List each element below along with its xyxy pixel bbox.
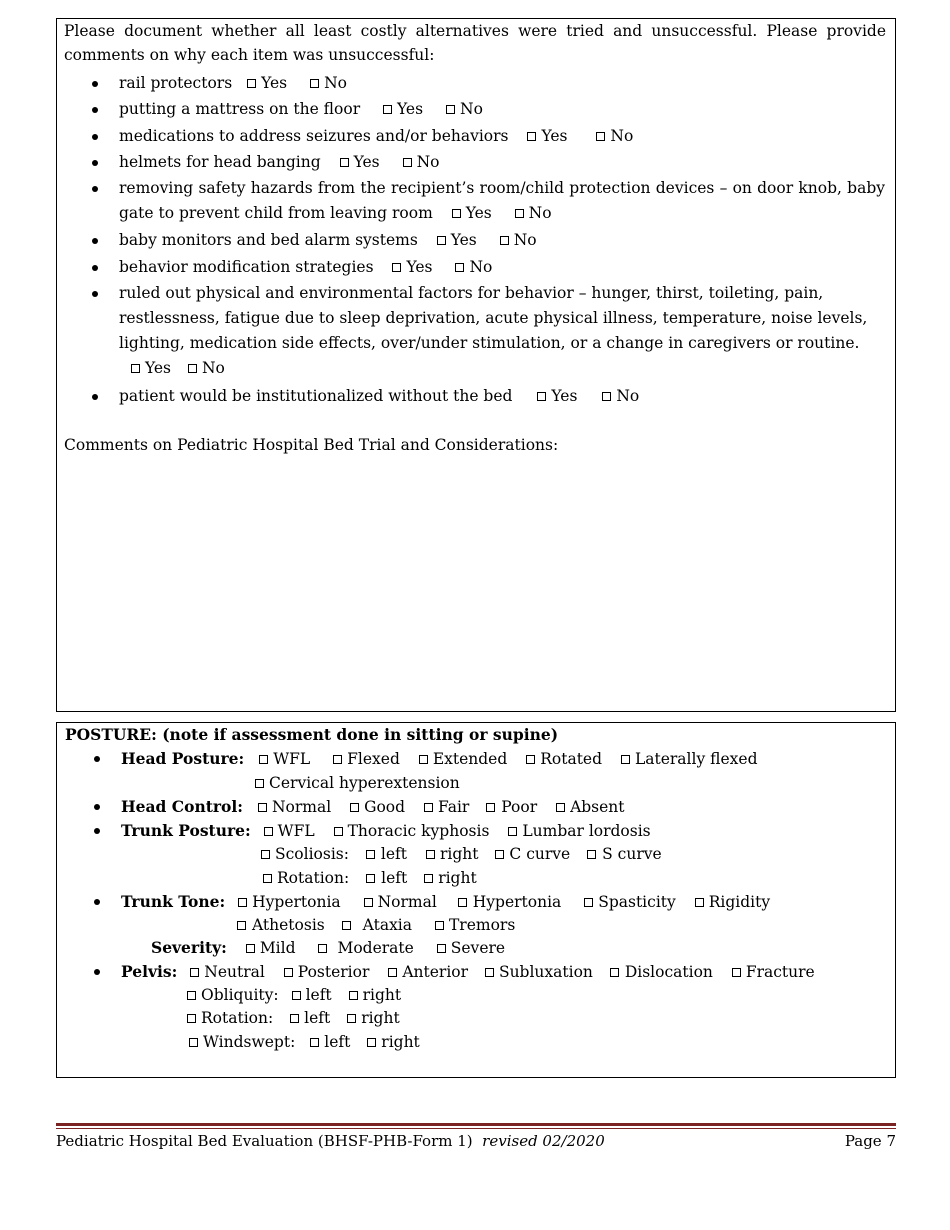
anterior-checkbox[interactable] bbox=[388, 968, 397, 977]
no-checkbox[interactable] bbox=[596, 132, 605, 141]
left-checkbox[interactable] bbox=[310, 1038, 319, 1047]
pelvis-rotation-row: Rotation: left right bbox=[187, 1006, 400, 1030]
scoliosis-checkbox[interactable] bbox=[261, 850, 270, 859]
laterally-flexed-checkbox[interactable] bbox=[621, 755, 630, 764]
bullet-icon bbox=[94, 756, 100, 762]
list-item: rail protectors Yes No bbox=[119, 71, 885, 96]
fair-checkbox[interactable] bbox=[424, 803, 433, 812]
s-curve-checkbox[interactable] bbox=[587, 850, 596, 859]
no-checkbox[interactable] bbox=[515, 209, 524, 218]
no-checkbox[interactable] bbox=[455, 263, 464, 272]
yes-checkbox[interactable] bbox=[340, 158, 349, 167]
trunk-posture-label: Trunk Posture: bbox=[121, 821, 251, 840]
wfl-checkbox[interactable] bbox=[259, 755, 268, 764]
no-checkbox[interactable] bbox=[602, 392, 611, 401]
trunk-tone-row: Trunk Tone: Hypertonia Normal Hypertonia Spasticity Rigidity bbox=[121, 892, 771, 911]
footer-form-title: Pediatric Hospital Bed Evaluation (BHSF-PHB-Form 1) revised 02/2020 bbox=[56, 1132, 605, 1150]
severity-label: Severity: bbox=[151, 938, 227, 957]
left-checkbox[interactable] bbox=[292, 991, 301, 1000]
c-curve-checkbox[interactable] bbox=[495, 850, 504, 859]
moderate-checkbox[interactable] bbox=[318, 944, 327, 953]
trunk-tone-row-2: Athetosis Ataxia Tremors bbox=[237, 913, 515, 937]
list-item: helmets for head banging Yes No bbox=[119, 150, 885, 175]
no-checkbox[interactable] bbox=[310, 79, 319, 88]
normal-checkbox[interactable] bbox=[258, 803, 267, 812]
yes-checkbox[interactable] bbox=[247, 79, 256, 88]
list-item: patient would be institutionalized without the bed Yes No bbox=[119, 384, 885, 409]
bullet-icon bbox=[94, 969, 100, 975]
hypertonia-checkbox[interactable] bbox=[238, 898, 247, 907]
list-item: removing safety hazards from the recipient’s room/child protection devices – on door knob, baby gate to prevent child from leaving room Yes No bbox=[119, 176, 885, 226]
rigidity-checkbox[interactable] bbox=[695, 898, 704, 907]
severity-row: Severity: Mild Moderate Severe bbox=[151, 938, 506, 957]
alternatives-intro: Please document whether all least costly alternatives were tried and unsuccessful. Please provide comments on why each item was unsuccessful: bbox=[64, 22, 886, 64]
lumbar-lordosis-checkbox[interactable] bbox=[508, 827, 517, 836]
head-posture-label: Head Posture: bbox=[121, 749, 245, 768]
right-checkbox[interactable] bbox=[367, 1038, 376, 1047]
yes-checkbox[interactable] bbox=[392, 263, 401, 272]
head-control-label: Head Control: bbox=[121, 797, 244, 816]
alternatives-section bbox=[56, 18, 896, 712]
windswept-row: Windswept: left right bbox=[189, 1030, 420, 1054]
bullet-icon bbox=[92, 394, 98, 400]
pelvis-row: Pelvis: Neutral Posterior Anterior Subluxation Dislocation Fracture bbox=[121, 962, 815, 981]
hypertonia-checkbox[interactable] bbox=[458, 898, 467, 907]
thoracic-kyphosis-checkbox[interactable] bbox=[334, 827, 343, 836]
footer-revised: revised 02/2020 bbox=[482, 1132, 605, 1150]
yes-checkbox[interactable] bbox=[527, 132, 536, 141]
wfl-checkbox[interactable] bbox=[264, 827, 273, 836]
left-checkbox[interactable] bbox=[366, 850, 375, 859]
bullet-icon bbox=[92, 134, 98, 140]
cervical-hyperextension-checkbox[interactable] bbox=[255, 779, 264, 788]
subluxation-checkbox[interactable] bbox=[485, 968, 494, 977]
tremors-checkbox[interactable] bbox=[435, 921, 444, 930]
bullet-icon bbox=[92, 81, 98, 87]
obliquity-row: Obliquity: left right bbox=[187, 983, 401, 1007]
rotated-checkbox[interactable] bbox=[526, 755, 535, 764]
posterior-checkbox[interactable] bbox=[284, 968, 293, 977]
yes-checkbox[interactable] bbox=[131, 364, 140, 373]
neutral-checkbox[interactable] bbox=[190, 968, 199, 977]
trunk-posture-row: Trunk Posture: WFL Thoracic kyphosis Lumbar lordosis bbox=[121, 821, 651, 840]
no-checkbox[interactable] bbox=[446, 105, 455, 114]
no-checkbox[interactable] bbox=[500, 236, 509, 245]
yes-checkbox[interactable] bbox=[452, 209, 461, 218]
pelvis-label: Pelvis: bbox=[121, 962, 178, 981]
bullet-icon bbox=[92, 238, 98, 244]
list-item: medications to address seizures and/or behaviors Yes No bbox=[119, 124, 885, 149]
rotation-checkbox[interactable] bbox=[263, 874, 272, 883]
left-checkbox[interactable] bbox=[290, 1014, 299, 1023]
extended-checkbox[interactable] bbox=[419, 755, 428, 764]
comments-area[interactable] bbox=[64, 461, 886, 705]
bullet-icon bbox=[92, 186, 98, 192]
left-checkbox[interactable] bbox=[366, 874, 375, 883]
fracture-checkbox[interactable] bbox=[732, 968, 741, 977]
list-item: ruled out physical and environmental factors for behavior – hunger, thirst, toileting, pain, restlessness, fatigue due to sleep deprivation, acute physical illness, temperature, noise levels, lighting, medication side effects, over/under stimulation, or a change in caregivers or routine. Yes No bbox=[119, 281, 885, 381]
head-posture-row-2: Cervical hyperextension bbox=[255, 771, 460, 795]
posture-heading: POSTURE: (note if assessment done in sitting or supine) bbox=[65, 725, 559, 744]
posture-section bbox=[56, 722, 896, 1078]
bullet-icon bbox=[94, 828, 100, 834]
good-checkbox[interactable] bbox=[350, 803, 359, 812]
bullet-icon bbox=[92, 160, 98, 166]
trunk-tone-label: Trunk Tone: bbox=[121, 892, 226, 911]
absent-checkbox[interactable] bbox=[556, 803, 565, 812]
severe-checkbox[interactable] bbox=[437, 944, 446, 953]
flexed-checkbox[interactable] bbox=[333, 755, 342, 764]
right-checkbox[interactable] bbox=[347, 1014, 356, 1023]
yes-checkbox[interactable] bbox=[437, 236, 446, 245]
bullet-icon bbox=[92, 291, 98, 297]
dislocation-checkbox[interactable] bbox=[610, 968, 619, 977]
windswept-checkbox[interactable] bbox=[189, 1038, 198, 1047]
right-checkbox[interactable] bbox=[426, 850, 435, 859]
list-item: behavior modification strategies Yes No bbox=[119, 255, 885, 280]
bullet-icon bbox=[92, 107, 98, 113]
head-posture-row: Head Posture: WFL Flexed Extended Rotated Laterally flexed bbox=[121, 749, 758, 768]
yes-checkbox[interactable] bbox=[383, 105, 392, 114]
scoliosis-row: Scoliosis: left right C curve S curve bbox=[261, 842, 662, 866]
no-checkbox[interactable] bbox=[188, 364, 197, 373]
footer-divider bbox=[56, 1123, 896, 1126]
page-number: Page 7 bbox=[844, 1132, 896, 1150]
mild-checkbox[interactable] bbox=[246, 944, 255, 953]
right-checkbox[interactable] bbox=[424, 874, 433, 883]
ataxia-checkbox[interactable] bbox=[342, 921, 351, 930]
list-item: putting a mattress on the floor Yes No bbox=[119, 97, 885, 122]
trunk-rotation-row: Rotation: left right bbox=[263, 866, 477, 890]
no-checkbox[interactable] bbox=[403, 158, 412, 167]
list-item: baby monitors and bed alarm systems Yes No bbox=[119, 228, 885, 253]
right-checkbox[interactable] bbox=[349, 991, 358, 1000]
obliquity-checkbox[interactable] bbox=[187, 991, 196, 1000]
bullet-icon bbox=[94, 899, 100, 905]
bullet-icon bbox=[92, 265, 98, 271]
athetosis-checkbox[interactable] bbox=[237, 921, 246, 930]
rotation-checkbox[interactable] bbox=[187, 1014, 196, 1023]
head-control-row: Head Control: Normal Good Fair Poor Absent bbox=[121, 797, 625, 816]
normal-checkbox[interactable] bbox=[364, 898, 373, 907]
bullet-icon bbox=[94, 804, 100, 810]
comments-label: Comments on Pediatric Hospital Bed Trial and Considerations: bbox=[64, 436, 559, 454]
yes-checkbox[interactable] bbox=[537, 392, 546, 401]
footer-divider-thin bbox=[56, 1128, 896, 1129]
poor-checkbox[interactable] bbox=[486, 803, 495, 812]
spasticity-checkbox[interactable] bbox=[584, 898, 593, 907]
